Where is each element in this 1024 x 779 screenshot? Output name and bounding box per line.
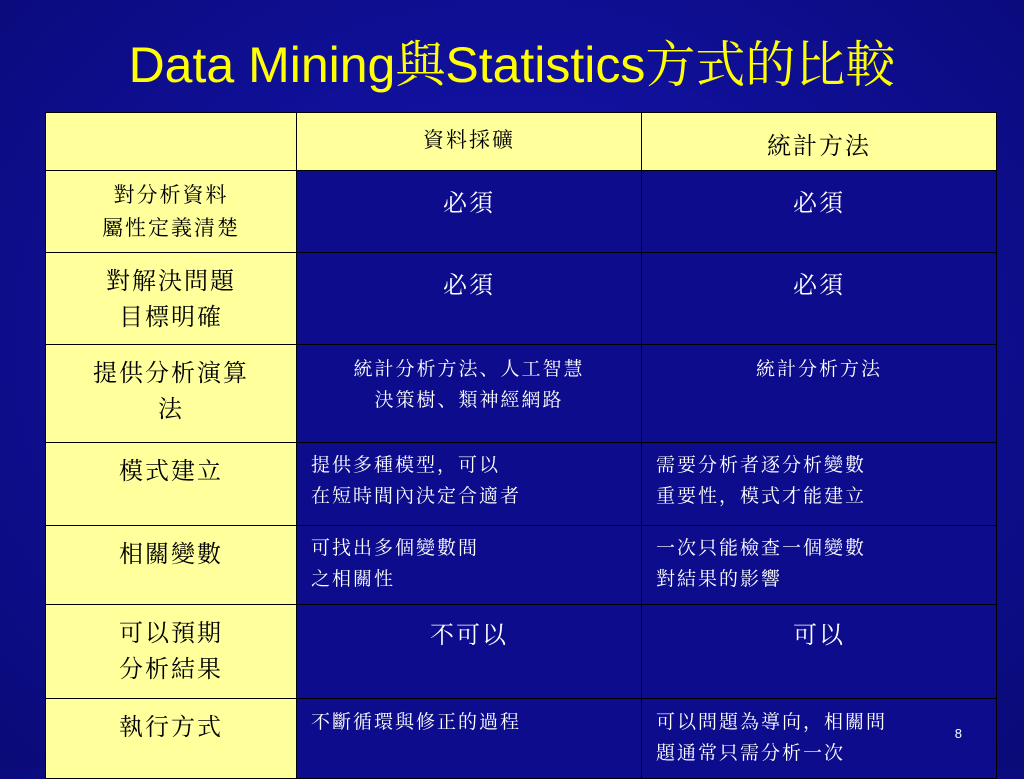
comparison-table (45, 112, 997, 779)
cell-line: 必須 (793, 189, 845, 217)
row-label (46, 443, 297, 526)
statistics-cell (642, 253, 997, 345)
table-row (46, 699, 997, 779)
row-label (46, 526, 297, 605)
data-mining-cell (297, 345, 642, 443)
table-row (46, 605, 997, 699)
slide-number: 8 (954, 726, 962, 741)
cell-line: 題通常只需分析一次 (656, 742, 846, 764)
statistics-cell (642, 526, 997, 605)
data-mining-cell (297, 253, 642, 345)
cell-line: 對結果的影響 (656, 568, 783, 590)
data-mining-cell (297, 443, 642, 526)
row-label-line: 模式建立 (119, 457, 223, 485)
row-label-line: 分析結果 (119, 655, 223, 683)
row-label-line: 對解決問題 (106, 267, 236, 295)
row-label-line: 相關變數 (119, 540, 223, 568)
row-label-line: 法 (158, 395, 184, 423)
cell-line: 決策樹、類神經網路 (374, 389, 564, 411)
cell-line: 之相關性 (311, 568, 396, 590)
cell-line: 在短時間內決定合適者 (311, 485, 522, 507)
cell-line: 可以問題為導向，相關問 (656, 711, 888, 733)
cell-line: 不可以 (430, 621, 508, 649)
table-row (46, 253, 997, 345)
row-label (46, 253, 297, 345)
table-row (46, 526, 997, 605)
header-data-mining: 資料採礦 (297, 113, 642, 171)
row-label-line: 屬性定義清楚 (102, 216, 240, 240)
statistics-cell (642, 443, 997, 526)
row-label-line: 提供分析演算 (93, 359, 249, 387)
statistics-cell (642, 345, 997, 443)
row-label (46, 345, 297, 443)
row-label (46, 605, 297, 699)
cell-line: 統計分析方法、人工智慧 (353, 358, 585, 380)
row-label-line: 對分析資料 (113, 183, 229, 207)
statistics-cell (642, 171, 997, 253)
row-label (46, 699, 297, 779)
statistics-cell (642, 605, 997, 699)
cell-line: 提供多種模型，可以 (311, 454, 501, 476)
header-statistics: 統計方法 (642, 113, 997, 171)
table-row (46, 443, 997, 526)
data-mining-cell (297, 526, 642, 605)
slide-title: Data Mining與Statistics方式的比較 (128, 37, 896, 93)
header-blank-cell (46, 113, 297, 171)
data-mining-cell (297, 171, 642, 253)
cell-line: 必須 (443, 271, 495, 299)
table-row (46, 171, 997, 253)
cell-line: 必須 (443, 189, 495, 217)
row-label-line: 執行方式 (119, 713, 223, 741)
table-header-row (46, 113, 997, 171)
cell-line: 需要分析者逐分析變數 (656, 454, 867, 476)
statistics-cell (642, 699, 997, 779)
data-mining-cell (297, 605, 642, 699)
cell-line: 可以 (793, 621, 845, 649)
cell-line: 必須 (793, 271, 845, 299)
cell-line: 可找出多個變數間 (311, 537, 480, 559)
cell-line: 統計分析方法 (755, 358, 882, 380)
data-mining-cell (297, 699, 642, 779)
row-label-line: 可以預期 (119, 619, 223, 647)
cell-line: 一次只能檢查一個變數 (656, 537, 867, 559)
row-label-line: 目標明確 (119, 303, 223, 331)
row-label (46, 171, 297, 253)
table-row (46, 345, 997, 443)
cell-line: 不斷循環與修正的過程 (311, 711, 522, 733)
cell-line: 重要性，模式才能建立 (656, 485, 867, 507)
